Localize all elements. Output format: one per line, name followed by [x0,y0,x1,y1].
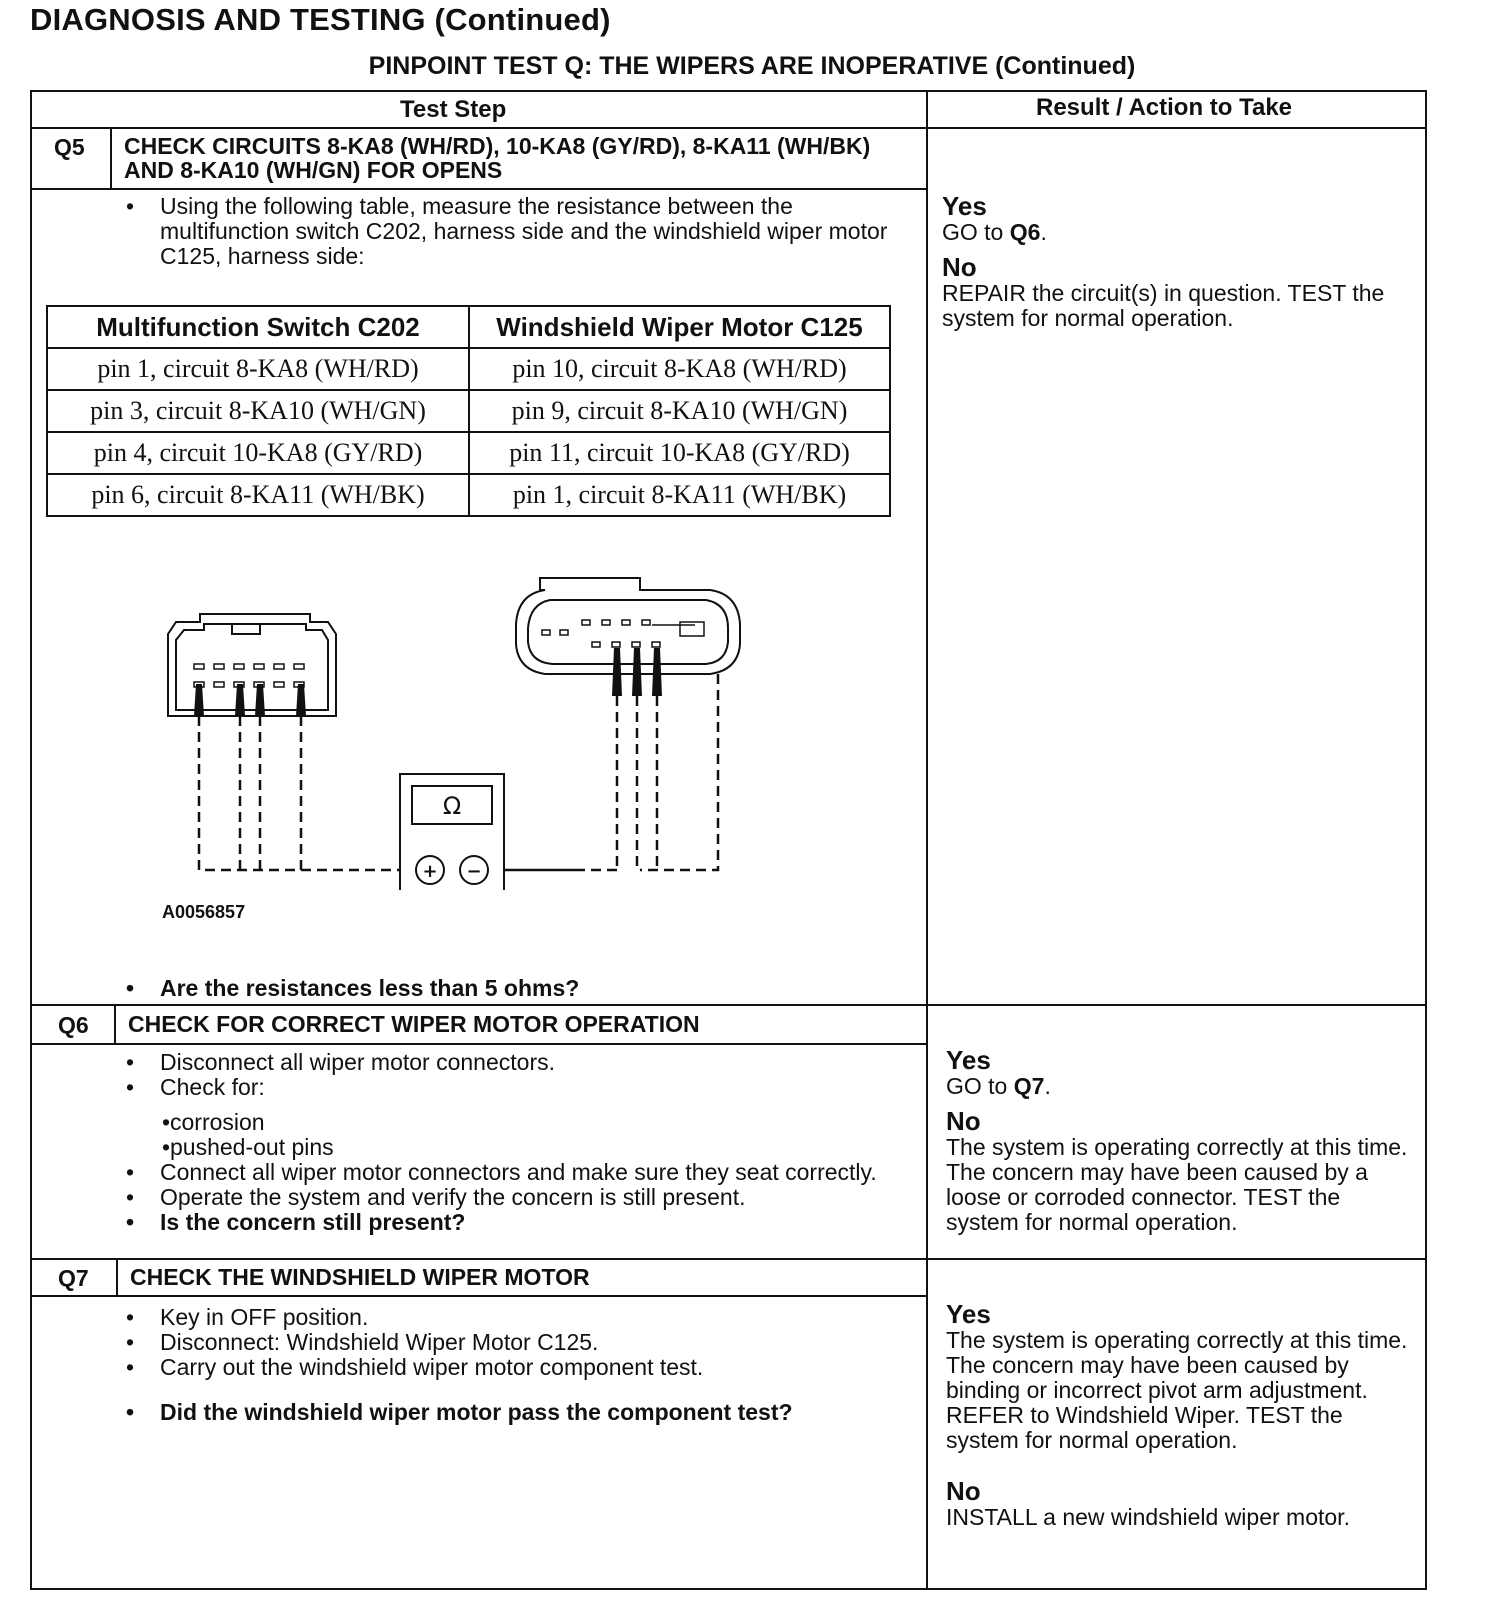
table-bottom-border [30,1588,1427,1590]
q7-bullet-2: • Disconnect: Windshield Wiper Motor C125. [118,1330,908,1355]
q6-bullet-1: • Disconnect all wiper motor connectors. [118,1050,908,1075]
q6-bullet-3: • Connect all wiper motor connectors and make sure they seat correctly. [118,1160,908,1185]
q5-no-action: REPAIR the circuit(s) in question. TEST the system for normal operation. [942,280,1385,331]
pin-table-row [47,474,890,516]
q5-step-id: Q5 [54,134,85,160]
q7-step-title: CHECK THE WINDSHIELD WIPER MOTOR [130,1264,590,1290]
header-test-step: Test Step [400,96,507,123]
switch-pin-cell: pin 6, circuit 8-KA11 (WH/BK) [47,474,469,516]
q7-no-action: INSTALL a new windshield wiper motor. [946,1504,1350,1530]
q5-yes-ref: Q6 [1009,219,1041,245]
pin-table-row [47,348,890,390]
q7-title-divider [30,1295,928,1297]
q6-no-action: The system is operating correctly at this time. The concern may have been caused by a loose or corroded connector. TEST the system for normal operation. [946,1134,1408,1235]
wiper-motor-probes [612,648,662,696]
pin-mapping-table [46,305,891,517]
switch-pin-cell: pin 1, circuit 8-KA8 (WH/RD) [47,348,469,390]
q6-bullet-4: • Operate the system and verify the concern is still present. [118,1185,908,1210]
q5-no-label: No [942,252,977,282]
switch-side-leads [199,716,400,870]
page-heading: DIAGNOSIS AND TESTING (Continued) [30,2,611,37]
q6-subbullet-2: • pushed-out pins [118,1135,908,1160]
meter-negative-terminal: − [466,861,482,882]
q7-question-bullet: • Did the windshield wiper motor pass the component test? [118,1400,908,1425]
switch-pin-cell: pin 4, circuit 10-KA8 (GY/RD) [47,432,469,474]
motor-pin-cell: pin 9, circuit 8-KA10 (WH/GN) [469,390,890,432]
q5-id-divider [110,127,112,189]
q6-no-label: No [946,1106,981,1136]
q6-yes-label: Yes [946,1045,991,1075]
header-result-action: Result / Action to Take [1036,94,1293,121]
q5-yes-label: Yes [942,191,987,221]
q7-bullet-3: • Carry out the windshield wiper motor component test. [118,1355,908,1380]
figure-id: A0056857 [162,902,246,922]
q6-step-id: Q6 [58,1012,89,1038]
pin-table-header-motor: Windshield Wiper Motor C125 [469,306,890,348]
wiper-motor-connector-icon [516,578,740,674]
q7-id-divider [116,1258,118,1296]
q5-yes-prefix: GO to [942,219,1010,245]
column-divider [926,90,928,1590]
q7-yes-action: The system is operating correctly at this time. The concern may have been caused by binding or incorrect pivot arm adjustment. REFER to Windshield Wiper. TEST the system for normal operation. [946,1327,1408,1453]
q7-result [946,1300,1416,1530]
pinpoint-test-title: PINPOINT TEST Q: THE WIPERS ARE INOPERATIVE (Continued) [368,52,1136,80]
q6-question-bullet: • Is the concern still present? [118,1210,908,1235]
ohmmeter-connection-diagram [140,570,760,890]
q6-instructions [118,1050,908,1235]
motor-pin-cell: pin 1, circuit 8-KA11 (WH/BK) [469,474,890,516]
q6-subbullet-1: • corrosion [118,1110,908,1135]
q6-bottom-divider [30,1258,1427,1260]
q6-title-divider [30,1043,928,1045]
q6-id-divider [114,1004,116,1044]
multifunction-switch-probes [194,684,306,716]
q5-intro-bullet: • Using the following table, measure the resistance between the multifunction switch C202, harness side and the windshield wiper motor C125, harness side: [118,194,888,269]
ohm-symbol: Ω [442,792,462,820]
q5-question [118,976,908,1001]
q7-no-label: No [946,1476,981,1506]
q6-yes-prefix: GO to [946,1073,1014,1099]
q6-yes-action [946,1074,1416,1099]
q6-yes-suffix: . [1044,1073,1051,1099]
q5-question-bullet: • Are the resistances less than 5 ohms? [118,976,908,1001]
table-left-border [30,90,32,1590]
motor-pin-cell: pin 10, circuit 8-KA8 (WH/RD) [469,348,890,390]
q6-yes-ref: Q7 [1013,1073,1045,1099]
q5-bottom-divider [30,1004,1427,1006]
q5-result [942,192,1412,331]
table-top-border [30,90,1427,92]
q6-result [946,1046,1416,1235]
q5-instructions [118,194,888,269]
pin-table-row [47,432,890,474]
q7-bullet-1: • Key in OFF position. [118,1305,908,1330]
q7-yes-label: Yes [946,1299,991,1329]
q5-step-title: CHECK CIRCUITS 8-KA8 (WH/RD), 10-KA8 (GY/RD), 8-KA11 (WH/BK) AND 8-KA10 (WH/GN) FOR OPENS [124,133,871,183]
header-divider [30,127,1427,129]
motor-pin-cell: pin 11, circuit 10-KA8 (GY/RD) [469,432,890,474]
q5-yes-action [942,220,1412,245]
q5-yes-suffix: . [1040,219,1047,245]
q6-step-title: CHECK FOR CORRECT WIPER MOTOR OPERATION [128,1011,700,1037]
q7-step-id: Q7 [58,1265,89,1291]
meter-positive-terminal: + [422,861,438,882]
motor-side-leads [580,674,718,870]
pin-table-header-switch: Multifunction Switch C202 [47,306,469,348]
q5-title-divider [30,188,928,190]
q7-instructions [118,1305,908,1425]
switch-pin-cell: pin 3, circuit 8-KA10 (WH/GN) [47,390,469,432]
table-right-border [1425,90,1427,1590]
pin-table-row [47,390,890,432]
q6-bullet-2: • Check for: [118,1075,908,1100]
multifunction-switch-connector-icon [168,614,336,716]
